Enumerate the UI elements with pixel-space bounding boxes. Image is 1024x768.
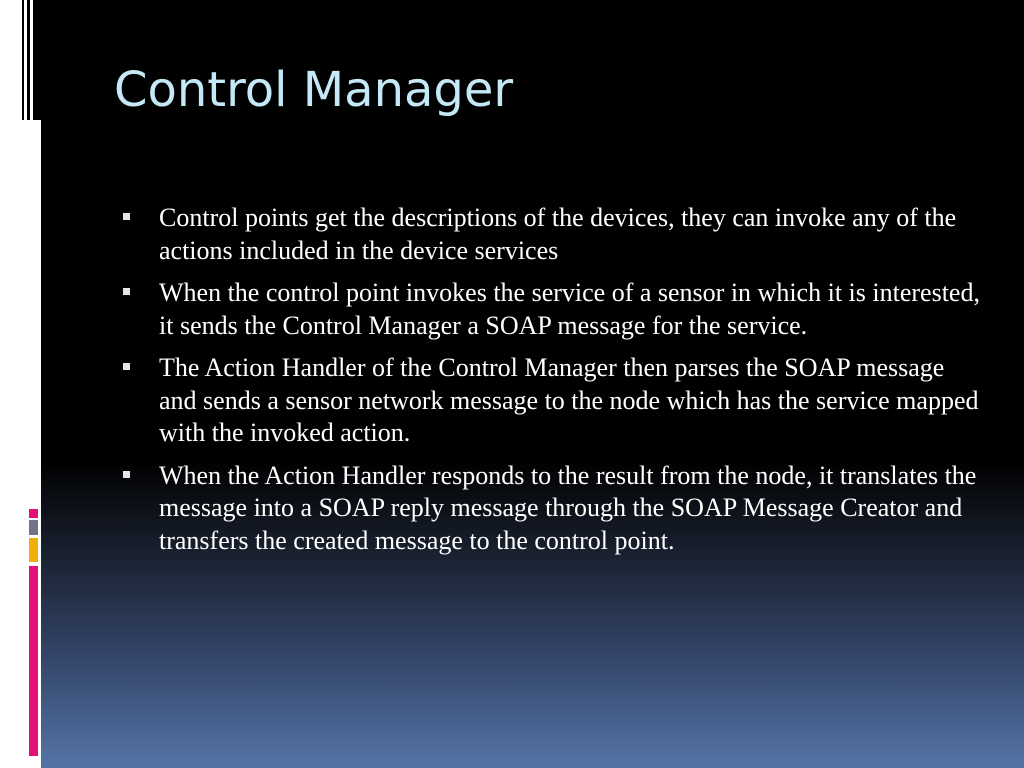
square-bullet-icon <box>123 471 130 478</box>
bullet-item <box>122 202 982 267</box>
square-bullet-icon <box>123 288 130 295</box>
square-bullet-icon <box>123 363 130 370</box>
bullet-item <box>122 277 982 342</box>
square-bullet-icon <box>123 213 130 220</box>
stripe-line <box>33 0 41 120</box>
bullet-text: The Action Handler of the Control Manager then parses the SOAP message and sends a sensor network message to the node which has the service mapped with the invoked action. <box>159 353 979 447</box>
bullet-list <box>122 202 982 567</box>
accent-bar-magenta-long <box>29 566 38 756</box>
accent-bar-gold <box>29 538 38 562</box>
stripe-line <box>27 0 30 120</box>
bullet-text: When the control point invokes the service of a sensor in which it is interested, it sends the Control Manager a SOAP message for the service. <box>159 278 980 340</box>
bullet-item <box>122 460 982 558</box>
bullet-text: Control points get the descriptions of the devices, they can invoke any of the actions included in the device services <box>159 203 957 265</box>
accent-bar-magenta-small <box>29 509 38 518</box>
accent-bar-gray <box>29 520 38 535</box>
bullet-item <box>122 352 982 450</box>
slide-title: Control Manager <box>114 62 514 118</box>
bullet-text: When the Action Handler responds to the result from the node, it translates the message into a SOAP reply message through the SOAP Message Creator and transfers the created message to the control point. <box>159 460 977 555</box>
stripe-line <box>22 0 24 120</box>
